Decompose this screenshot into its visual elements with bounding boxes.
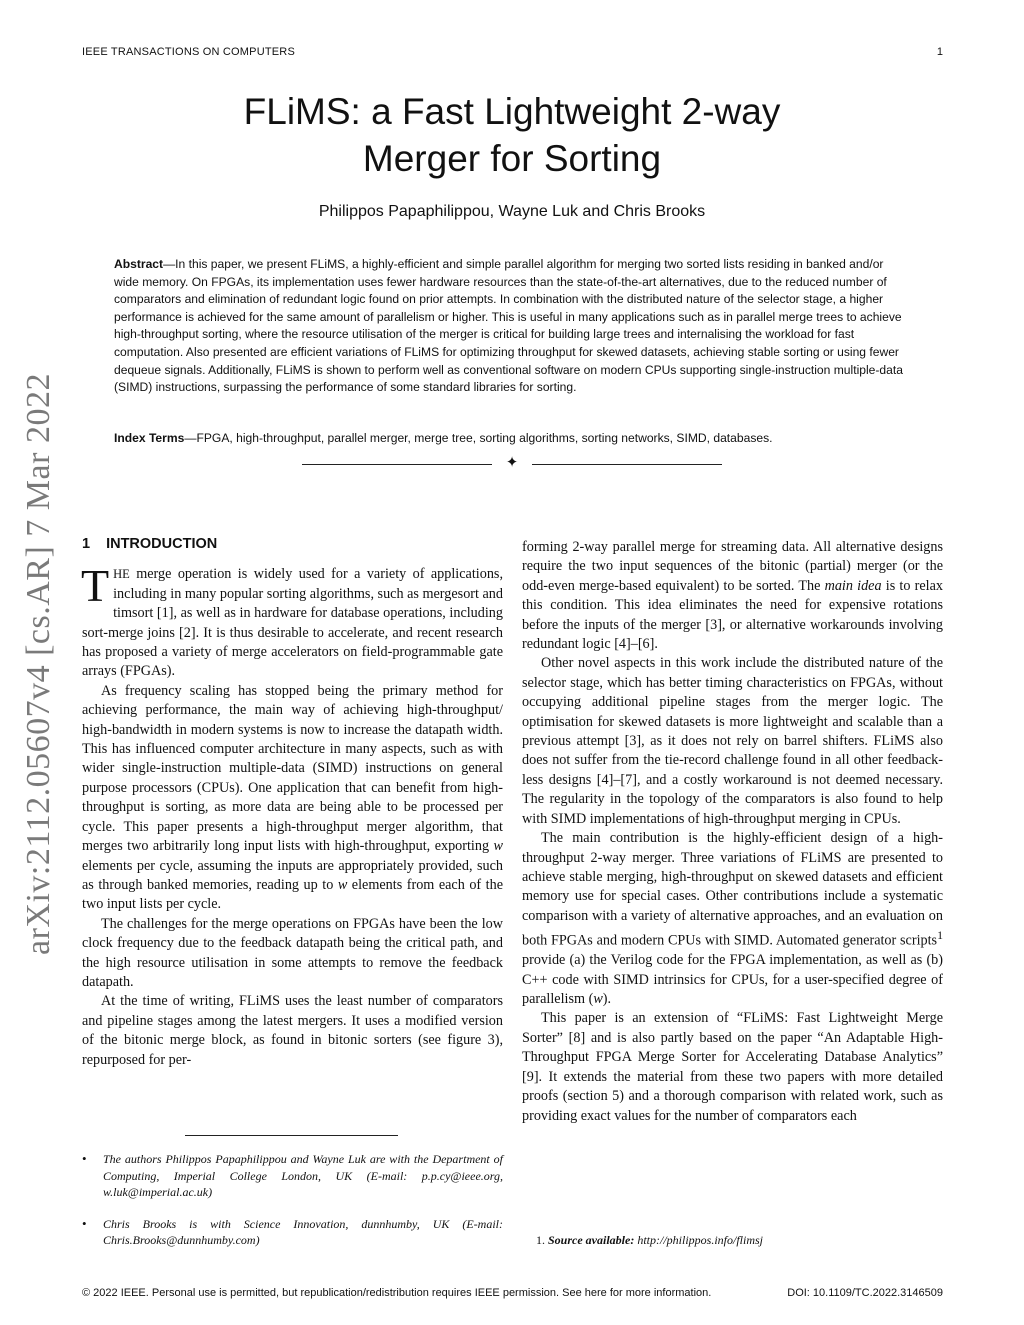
footnote-label: Source available: [548,1233,635,1247]
divider-star-icon: ✦ [505,453,519,471]
source-footnote [536,1232,936,1248]
intro-paragraph-7: The main contribution is the highly-efficient design of a high-throughput 2-way merger. Three variations of FLiMS are presented to achieve stable merging, high-throughput on skewed datasets and efficient memory use for special cases. Other contributions include a systematic comparison with a variety of alternative approaches, and an evaluation on both FPGAs and modern CPUs with SIMD. Automated generator scripts$^1$ provide (a) the Verilog code for the FPGA implementation, as well as (b) C++ code with SIMD intrinsics for CPUs, for a user-specified degree of parallelism (w). [522,830,943,1008]
left-column [82,535,503,1070]
lead-small-caps: HE [113,567,130,582]
bullet-icon: • [82,1215,87,1231]
doi-link[interactable]: DOI: 10.1109/TC.2022.3146509 [787,1287,943,1299]
section-heading [82,535,503,554]
bullet-icon: • [82,1151,87,1166]
footnote-rule [185,1135,398,1136]
copyright-notice[interactable]: © 2022 IEEE. Personal use is permitted, but republication/redistribution requires IEEE permission. See here for more information. [82,1287,712,1299]
title-line-2: Merger for Sorting [362,138,662,179]
author-footnotes [82,1151,503,1264]
emphasis: main idea [824,577,882,594]
intro-paragraph-8: This paper is an extension of “FLiMS: Fast Lightweight Merge Sorter” [8] and is also partly based on the paper “An Adaptable High-Throughput FPGA Merge Sorter for Accelerating Database Analytics” [9]. It extends the material from these two papers with more detailed proofs (section 5) and a thorough comparison with related work, such as providing exact values for the number of comparators each [522,1010,943,1124]
abstract-label: Abstract [114,257,164,271]
intro-paragraph-5: forming 2-way parallel merge for streaming data. All alternative designs require the two input sequences of the bitonic (partial) merger (or the odd-even merge-based equivalent) to be sorted. The main idea is to relax this condition. This idea eliminates the need for expensive rotations before the inputs of the merger [3], or alternative workarounds involving redundant logic [4]–[6]. [522,539,943,653]
intro-paragraph-4: At the time of writing, FLiMS uses the least number of comparators and pipeline stages among the latest mergers. It uses a modified version of the bitonic merge block, as found in bitonic sorters (see figure 3), repurposed for per- [82,993,503,1068]
abstract-text: —In this paper, we present FLiMS, a highly-efficient and simple parallel algorithm for merging two sorted lists residing in banked and/or wide memory. On FPGAs, its implementation uses fewer hardware resources than the state-of-the-art alternatives, due to the reduced number of comparators and elimination of redundant logic found on prior attempts. In combination with the distributed nature of the selector stage, a higher performance is achieved for the same amount of parallelism or higher. This is useful in many applications such as in parallel merge trees to achieve high-throughput sorting, where the resource utilisation of the merger is critical for building large trees and internalising the workload for fast computation. Also presented are efficient variations of FLiMS for optimizing throughput for skewed datasets, achieving stable sorting or using fewer dequeue signals. Additionally, FLiMS is shown to perform well as conventional software on modern CPUs supporting single-instruction multiple-data (SIMD) instructions, surpassing the performance of some standard libraries for sorting. [114,257,903,395]
section-title: INTRODUCTION [106,536,218,552]
footnote-item: • The authors Philippos Papaphilippou and Wayne Luk are with the Department of Computing, Imperial College London, UK (E-mail: p.p.cy@ieee.org, w.luk@imperial.ac.uk) [82,1151,503,1199]
divider-line-right [532,464,722,465]
math-variable: w [337,876,348,893]
intro-paragraph-3: The challenges for the merge operations on FPGAs have been the low clock frequency due to the feedback datapath being the critical path, and the high resource utilisation in some attempts to remove the feedback datapath. [82,915,503,990]
intro-paragraph-2: As frequency scaling has stopped being the primary method for achieving performance, the main way of achieving high-throughput/ high-bandwidth in modern systems is now to increase the datapath width. This has influenced computer architecture in many aspects, such as with wider single-instruction multiple-data (SIMD) instructions on general purpose processors (CPUs). One application that can benefit from high-throughput is sorting, as more data are being able to be processed per cycle. This paper presents a high-throughput merger algorithm, that merges two arbitrarily long input lists with high-throughput, exporting w elements per cycle, assuming the inputs are appropriately provided, such as through banked memories, reading up to w elements from each of the two input lists per cycle. [82,682,504,913]
section-divider [302,455,722,475]
intro-paragraph-1 [81,560,503,681]
page-number: 1 [936,46,943,58]
drop-cap: T [81,560,110,612]
intro-paragraph-6: Other novel aspects in this work include the distributed nature of the selector stage, which has better timing characteristics on FPGAs, without occupying additional pipeline stages from the merger logic. The optimisation for skewed datasets is more lightweight and scalable than a previous attempt [3], as it does not rely on barrel shifters. FLiMS also does not suffer from the tie-record challenge found in all other feedback-less designs [4]–[7], and a costly workaround is not deemed necessary. The regularity in the topology of the comparators is also found to help with SIMD implementations of high-throughput merging in CPUs. [522,655,943,827]
abstract [114,256,910,397]
index-terms [114,430,910,446]
arxiv-stamp[interactable]: arXiv:2112.05607v4 [cs.AR] 7 Mar 2022 [20,373,57,955]
index-terms-label: Index Terms [114,431,185,445]
intro-paragraph-1-text: merge operation is widely used for a variety of applications, including in many popular sorting algorithms, such as mergesort and timsort [1], as well as in hardware for database operations, including sort-merge joins [2]. It is thus desirable to accelerate, and recent research has proposed a variety of merge accelerators on field-programmable gate arrays (FPGAs). [82,566,503,680]
source-link[interactable]: http://philippos.info/flimsj [637,1233,764,1247]
running-head: IEEE TRANSACTIONS ON COMPUTERS [82,46,295,58]
title-line-1: FLiMS: a Fast Lightweight 2-way [243,91,781,132]
math-variable: w [593,991,603,1008]
author-list: Philippos Papaphilippou, Wayne Luk and Chris Brooks [318,203,706,220]
math-variable: w [493,838,503,855]
index-terms-text: —FPGA, high-throughput, parallel merger, merge tree, sorting algorithms, sorting networks, SIMD, databases. [184,431,773,445]
paper-title [150,88,874,182]
section-number: 1 [82,536,91,552]
right-column [522,538,943,1126]
footnote-item: • Chris Brooks is with Science Innovation, dunnhumby, UK (E-mail: Chris.Brooks@dunnhumby.com) [82,1215,503,1247]
footnote-number: 1. [536,1233,545,1247]
footnote-marker[interactable]: 1 [937,928,943,943]
